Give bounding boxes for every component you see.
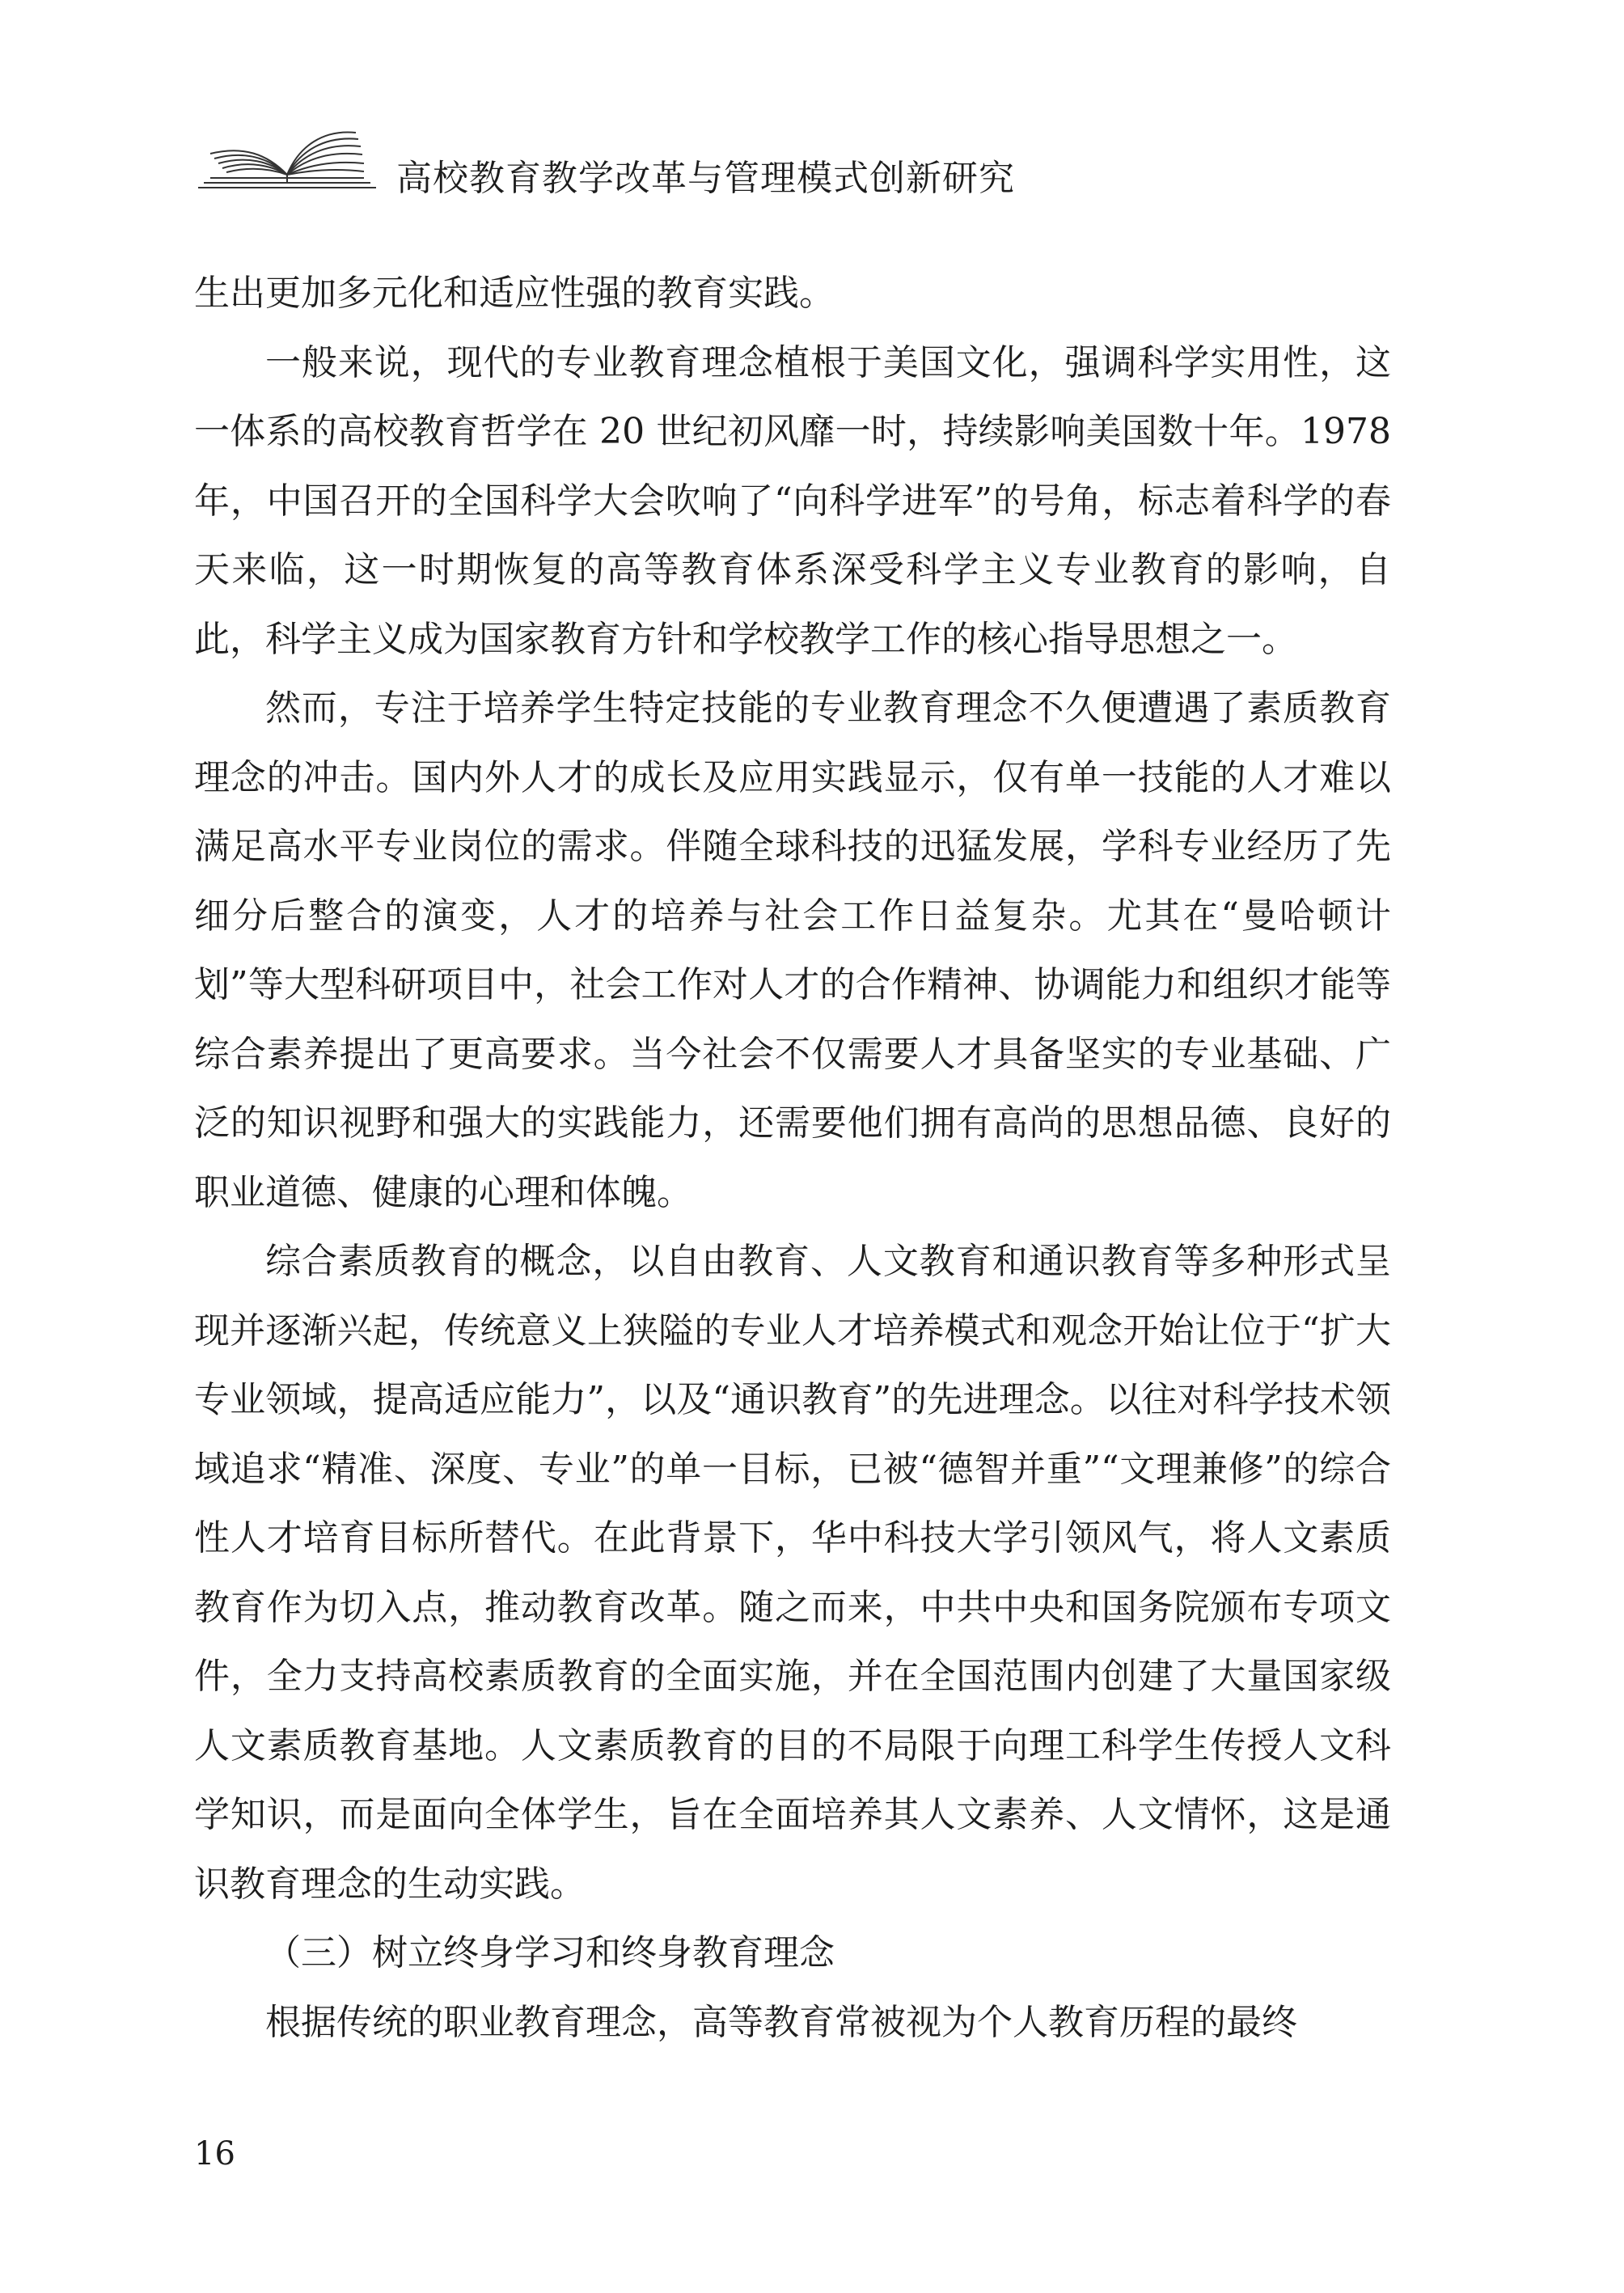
paragraph: 一般来说，现代的专业教育理念植根于美国文化，强调科学实用性，这一体系的高校教育哲学在 20 世纪初风靡一时，持续影响美国数十年。1978 年，中国召开的全国科学大会吹响了“向科学进军”的号角，标志着科学的春天来临，这一时期恢复的高等教育体系深受科学主义专业教育的影响，自此，科学主义成为国家教育方针和学校教学工作的核心指导思想之一。 xyxy=(194,341,1391,660)
paragraph-continuation: 生出更加多元化和适应性强的教育实践。 xyxy=(194,273,835,314)
paragraph: 综合素质教育的概念，以自由教育、人文教育和通识教育等多种形式呈现并逐渐兴起，传统意义上狭隘的专业人才培养模式和观念开始让位于“扩大专业领域，提高适应能力”，以及“通识教育”的先进理念。以往对科学技术领域追求“精准、深度、专业”的单一目标，已被“德智并重”“文理兼修”的综合性人才培育目标所替代。在此背景下，华中科技大学引领风气，将人文素质教育作为切入点，推动教育改革。随之而来，中共中央和国务院颁布专项文件，全力支持高校素质教育的全面实施，并在全国范围内创建了大量国家级人文素质教育基地。人文素质教育的目的不局限于向理工科学生传授人文科学知识，而是面向全体学生，旨在全面培养其人文素养、人文情怀，这是通识教育理念的生动实践。 xyxy=(194,1241,1391,1905)
open-book-icon xyxy=(194,121,380,194)
paragraph: 根据传统的职业教育理念，高等教育常被视为个人教育历程的最终 xyxy=(265,2001,1297,2043)
paragraph: 然而，专注于培养学生特定技能的专业教育理念不久便遭遇了素质教育理念的冲击。国内外人才的成长及应用实践显示，仅有单一技能的人才难以满足高水平专业岗位的需求。伴随全球科技的迅猛发展，学科专业经历了先细分后整合的演变，人才的培养与社会工作日益复杂。尤其在“曼哈顿计划”等大型科研项目中，社会工作对人才的合作精神、协调能力和组织才能等综合素养提出了更高要求。当今社会不仅需要人才具备坚实的专业基础、广泛的知识视野和强大的实践能力，还需要他们拥有高尚的思想品德、良好的职业道德、健康的心理和体魄。 xyxy=(194,687,1391,1213)
page-body xyxy=(194,259,1391,2057)
page-number: 16 xyxy=(194,2135,235,2172)
section-subheading: （三）树立终身学习和终身教育理念 xyxy=(265,1932,835,1974)
header-title: 高校教育教学改革与管理模式创新研究 xyxy=(396,158,1015,199)
running-header xyxy=(194,121,1391,202)
